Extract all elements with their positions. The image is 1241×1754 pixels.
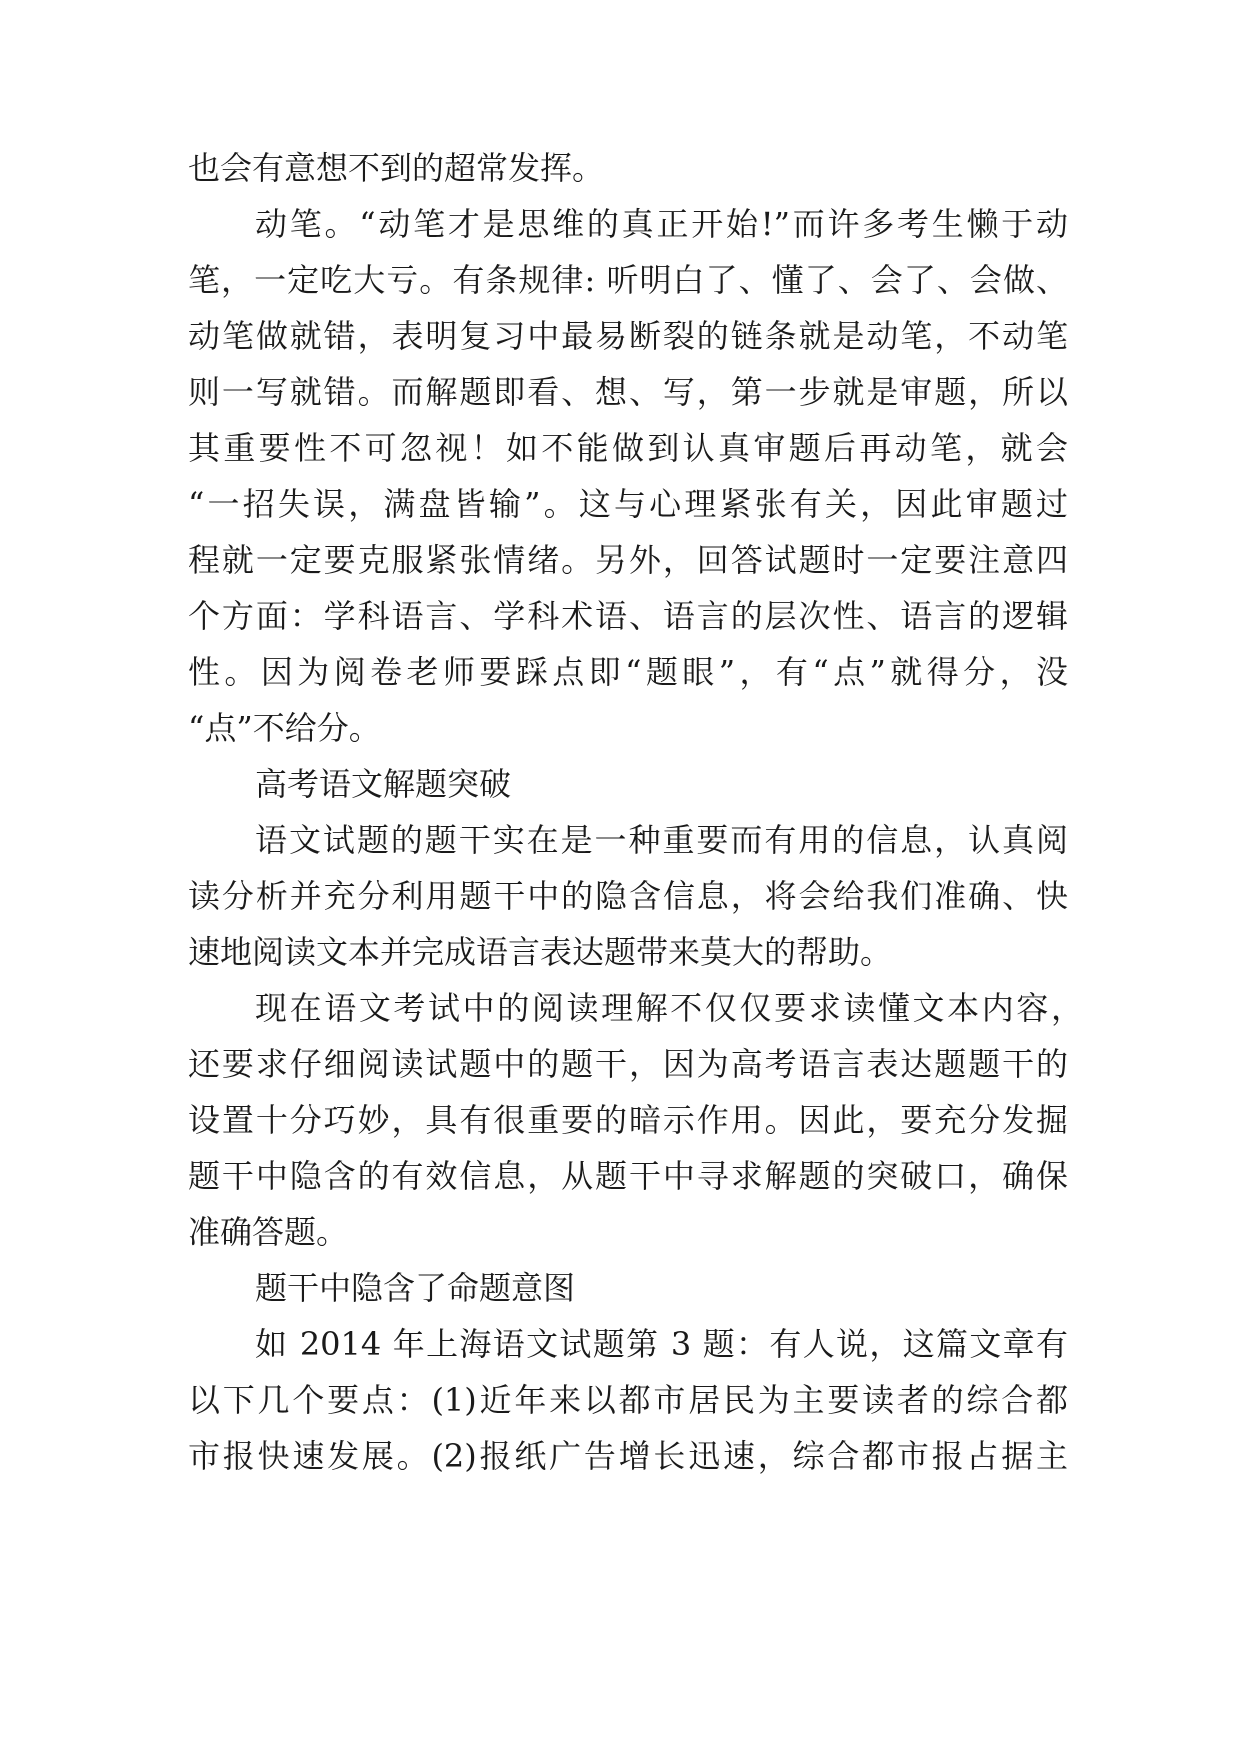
paragraph-start-line: 如 2014 年上海语文试题第 3 题：有人说，这篇文章有: [255, 1325, 1068, 1363]
paragraph-start-line: 现在语文考试中的阅读理解不仅仅要求读懂文本内容，: [255, 989, 1083, 1027]
text-line: 动笔做就错，表明复习中最易断裂的链条就是动笔，不动笔: [188, 317, 1068, 355]
section-heading: 高考语文解题突破: [255, 765, 512, 803]
text-line: “一招失误，满盘皆输”。这与心理紧张有关，因此审题过: [188, 485, 1068, 523]
paragraph-start-line: 动笔。“动笔才是思维的真正开始!”而许多考生懒于动: [255, 205, 1068, 243]
text-line: 程就一定要克服紧张情绪。另外，回答试题时一定要注意四: [188, 541, 1068, 579]
text-line: 速地阅读文本并完成语言表达题带来莫大的帮助。: [188, 933, 893, 971]
section-heading: 题干中隐含了命题意图: [255, 1269, 576, 1307]
text-line: 市报快速发展。(2)报纸广告增长迅速，综合都市报占据主: [188, 1437, 1068, 1475]
text-line: 也会有意想不到的超常发挥。: [188, 149, 605, 187]
text-line: 读分析并充分利用题干中的隐含信息，将会给我们准确、快: [188, 877, 1068, 915]
text-line: 性。因为阅卷老师要踩点即“题眼”，有“点”就得分，没: [188, 653, 1068, 691]
text-line: 则一写就错。而解题即看、想、写，第一步就是审题，所以: [188, 373, 1068, 411]
paragraph-start-line: 语文试题的题干实在是一种重要而有用的信息，认真阅: [255, 821, 1068, 859]
text-line: 准确答题。: [188, 1213, 349, 1251]
text-line: “点”不给分。: [188, 709, 381, 747]
text-line: 其重要性不可忽视！如不能做到认真审题后再动笔，就会: [188, 429, 1068, 467]
text-line: 笔，一定吃大亏。有条规律: 听明白了、懂了、会了、会做、: [188, 261, 1068, 299]
text-line: 还要求仔细阅读试题中的题干，因为高考语言表达题题干的: [188, 1045, 1068, 1083]
text-line: 以下几个要点：(1)近年来以都市居民为主要读者的综合都: [188, 1381, 1068, 1419]
text-line: 题干中隐含的有效信息，从题干中寻求解题的突破口，确保: [188, 1157, 1068, 1195]
text-line: 设置十分巧妙，具有很重要的暗示作用。因此，要充分发掘: [188, 1101, 1068, 1139]
text-line: 个方面：学科语言、学科术语、语言的层次性、语言的逻辑: [188, 597, 1068, 635]
